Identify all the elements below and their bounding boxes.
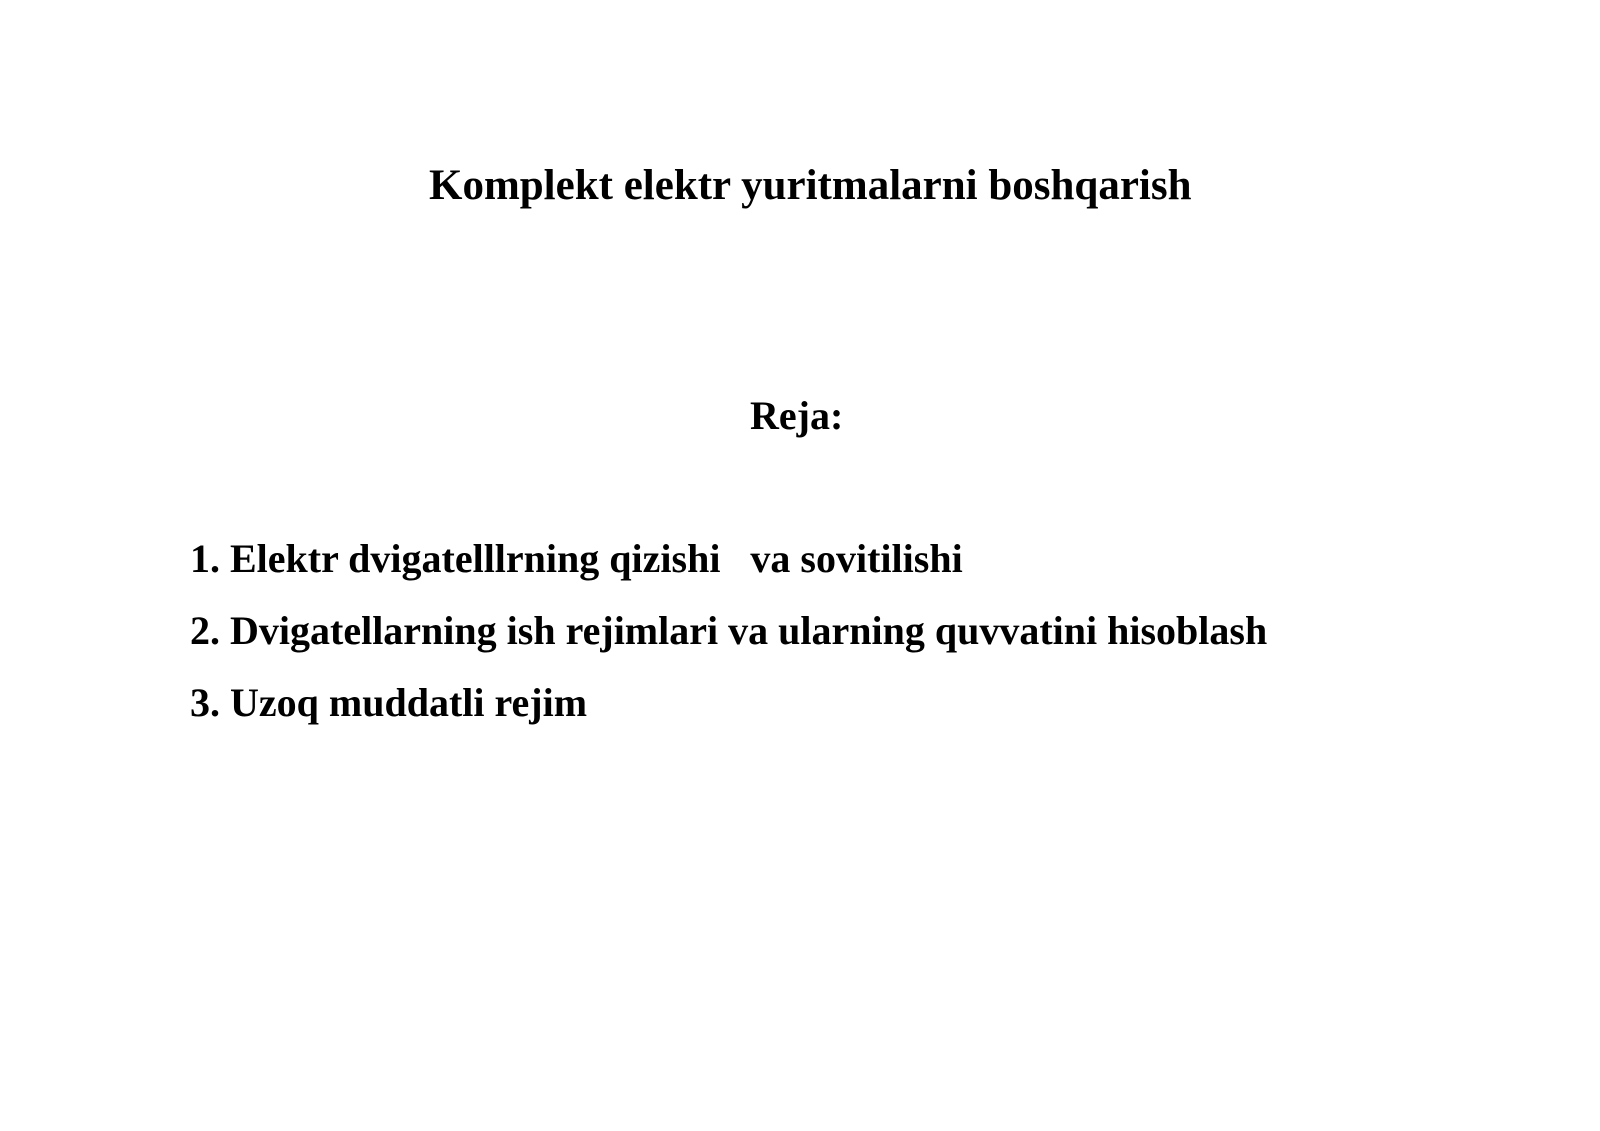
plan-item-2: 2. Dvigatellarning ish rejimlari va ularning quvvatini hisoblash [190, 608, 1268, 653]
plan-list [190, 537, 1267, 753]
plan-heading: Reja: [750, 393, 844, 438]
plan-item-3: 3. Uzoq muddatli rejim [190, 680, 588, 725]
document-title: Komplekt elektr yuritmalarni boshqarish [429, 162, 1192, 209]
plan-item-1: 1. Elektr dvigatelllrning qizishi va sovitilishi [190, 536, 963, 581]
